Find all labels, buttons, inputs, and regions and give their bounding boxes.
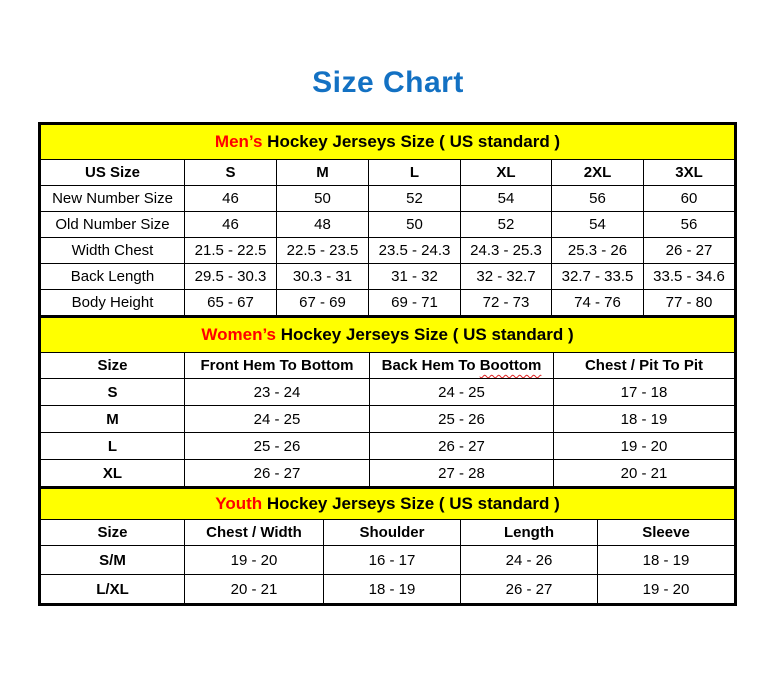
mens-data-cell: 26 - 27 <box>644 238 736 264</box>
youth-table-caption <box>40 488 736 520</box>
youth-table-row <box>40 575 736 605</box>
mens-column-header-cell: M <box>277 160 369 186</box>
womens-column-header-cell: Size <box>40 353 185 379</box>
mens-caption-text: Hockey Jerseys Size ( US standard ) <box>262 132 561 151</box>
mens-table-row <box>40 264 736 290</box>
womens-row-label-cell: S <box>40 379 185 406</box>
mens-table-row <box>40 212 736 238</box>
youth-size-table <box>38 486 737 606</box>
mens-data-cell: 54 <box>461 186 552 212</box>
youth-data-cell: 16 - 17 <box>324 546 461 575</box>
womens-caption-text: Hockey Jerseys Size ( US standard ) <box>276 325 574 344</box>
youth-caption-text: Hockey Jerseys Size ( US standard ) <box>262 494 560 513</box>
mens-data-cell: 65 - 67 <box>185 290 277 317</box>
mens-data-cell: 32 - 32.7 <box>461 264 552 290</box>
youth-column-header-cell: Chest / Width <box>185 520 324 546</box>
youth-data-cell: 24 - 26 <box>461 546 598 575</box>
mens-row-label-cell: New Number Size <box>40 186 185 212</box>
mens-data-cell: 77 - 80 <box>644 290 736 317</box>
womens-data-cell: 17 - 18 <box>554 379 736 406</box>
mens-caption-accent: Men’s <box>214 132 263 151</box>
mens-data-cell: 50 <box>277 186 369 212</box>
mens-data-cell: 54 <box>552 212 644 238</box>
mens-column-header-cell: S <box>185 160 277 186</box>
youth-column-header-cell: Size <box>40 520 185 546</box>
mens-data-cell: 52 <box>369 186 461 212</box>
mens-data-cell: 69 - 71 <box>369 290 461 317</box>
youth-data-cell: 20 - 21 <box>185 575 324 605</box>
mens-column-header-cell: 2XL <box>552 160 644 186</box>
mens-data-cell: 74 - 76 <box>552 290 644 317</box>
womens-size-table <box>38 315 737 489</box>
youth-data-cell: 19 - 20 <box>598 575 736 605</box>
mens-column-header-cell: US Size <box>40 160 185 186</box>
womens-data-cell: 24 - 25 <box>185 406 370 433</box>
womens-column-header-cell: Front Hem To Bottom <box>185 353 370 379</box>
youth-data-cell: 19 - 20 <box>185 546 324 575</box>
mens-data-cell: 52 <box>461 212 552 238</box>
mens-data-cell: 25.3 - 26 <box>552 238 644 264</box>
mens-data-cell: 67 - 69 <box>277 290 369 317</box>
mens-data-cell: 46 <box>185 212 277 238</box>
womens-data-cell: 27 - 28 <box>370 460 554 488</box>
youth-data-cell: 18 - 19 <box>598 546 736 575</box>
mens-data-cell: 24.3 - 25.3 <box>461 238 552 264</box>
mens-data-cell: 72 - 73 <box>461 290 552 317</box>
mens-data-cell: 21.5 - 22.5 <box>185 238 277 264</box>
womens-data-cell: 25 - 26 <box>370 406 554 433</box>
womens-data-cell: 26 - 27 <box>185 460 370 488</box>
mens-size-table <box>38 122 737 318</box>
youth-caption-accent: Youth <box>215 494 263 513</box>
youth-row-label-cell: S/M <box>40 546 185 575</box>
youth-column-header-cell: Length <box>461 520 598 546</box>
youth-column-header-cell: Sleeve <box>598 520 736 546</box>
mens-data-cell: 56 <box>552 186 644 212</box>
mens-data-cell: 33.5 - 34.6 <box>644 264 736 290</box>
mens-row-label-cell: Back Length <box>40 264 185 290</box>
womens-data-cell: 18 - 19 <box>554 406 736 433</box>
mens-data-cell: 46 <box>185 186 277 212</box>
womens-data-cell: 26 - 27 <box>370 433 554 460</box>
womens-data-cell: 23 - 24 <box>185 379 370 406</box>
womens-data-cell: 24 - 25 <box>370 379 554 406</box>
mens-data-cell: 31 - 32 <box>369 264 461 290</box>
mens-data-cell: 22.5 - 23.5 <box>277 238 369 264</box>
mens-column-header-cell: 3XL <box>644 160 736 186</box>
womens-row-label-cell: M <box>40 406 185 433</box>
mens-row-label-cell: Width Chest <box>40 238 185 264</box>
youth-row-label-cell: L/XL <box>40 575 185 605</box>
womens-data-cell: 19 - 20 <box>554 433 736 460</box>
mens-data-cell: 23.5 - 24.3 <box>369 238 461 264</box>
youth-column-header-cell: Shoulder <box>324 520 461 546</box>
page-title: Size Chart <box>312 66 464 99</box>
mens-table-row <box>40 186 736 212</box>
mens-table-row <box>40 290 736 317</box>
womens-data-cell: 25 - 26 <box>185 433 370 460</box>
womens-column-header-cell: Chest / Pit To Pit <box>554 353 736 379</box>
womens-table-row <box>40 406 736 433</box>
youth-data-cell: 18 - 19 <box>324 575 461 605</box>
misspelled-word: Boottom <box>479 357 542 374</box>
mens-data-cell: 30.3 - 31 <box>277 264 369 290</box>
mens-data-cell: 56 <box>644 212 736 238</box>
womens-table-row <box>40 433 736 460</box>
mens-column-header-cell: L <box>369 160 461 186</box>
mens-row-label-cell: Body Height <box>40 290 185 317</box>
mens-row-label-cell: Old Number Size <box>40 212 185 238</box>
mens-data-cell: 50 <box>369 212 461 238</box>
mens-data-cell: 29.5 - 30.3 <box>185 264 277 290</box>
womens-table-row <box>40 379 736 406</box>
mens-data-cell: 60 <box>644 186 736 212</box>
womens-caption-accent: Women’s <box>201 325 276 344</box>
mens-data-cell: 48 <box>277 212 369 238</box>
mens-table-caption <box>40 124 736 160</box>
womens-row-label-cell: XL <box>40 460 185 488</box>
womens-column-header-cell: Back Hem To Boottom <box>370 353 554 379</box>
womens-table-caption <box>40 317 736 353</box>
womens-table-row <box>40 460 736 488</box>
womens-row-label-cell: L <box>40 433 185 460</box>
youth-table-row <box>40 546 736 575</box>
mens-column-header-cell: XL <box>461 160 552 186</box>
youth-data-cell: 26 - 27 <box>461 575 598 605</box>
mens-table-row <box>40 238 736 264</box>
womens-data-cell: 20 - 21 <box>554 460 736 488</box>
size-tables-container <box>38 122 734 606</box>
mens-data-cell: 32.7 - 33.5 <box>552 264 644 290</box>
